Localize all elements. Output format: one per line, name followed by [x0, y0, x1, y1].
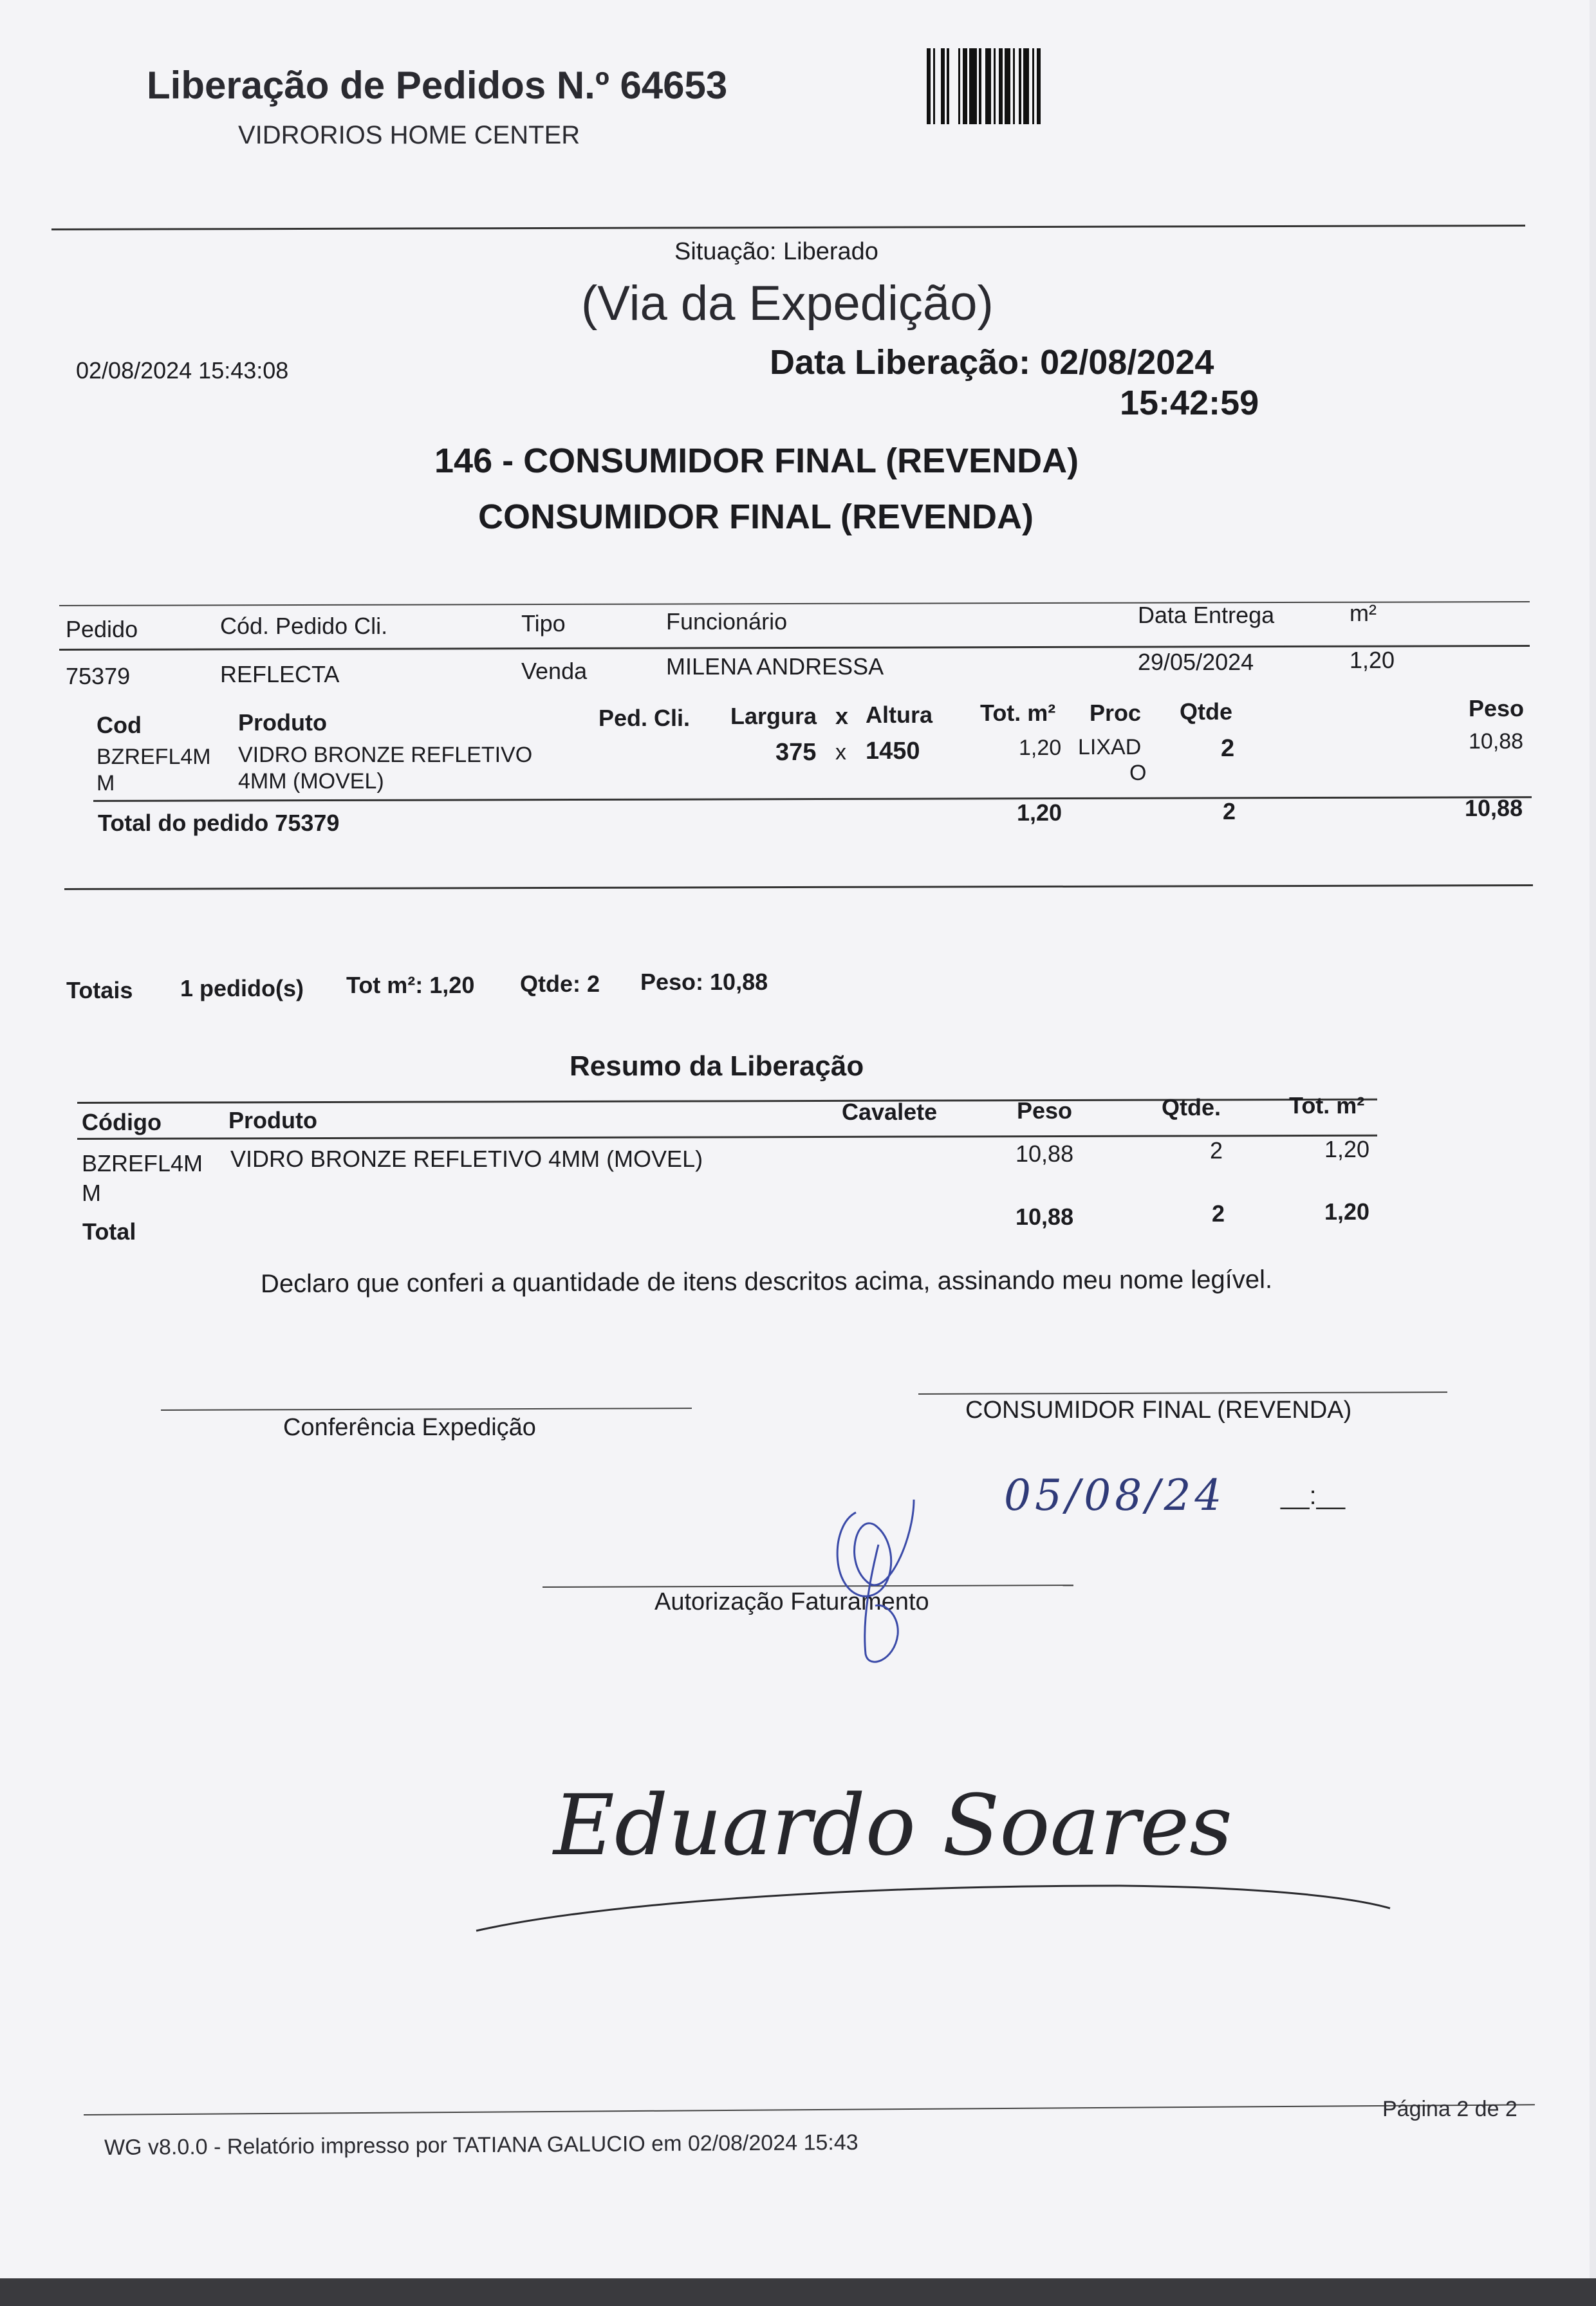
company-name: VIDRORIOS HOME CENTER [238, 121, 580, 149]
totals-m2: Tot m²: 1,20 [346, 972, 475, 998]
item-produto-line-2: 4MM (MOVEL) [238, 769, 384, 794]
order-total-m2: 1,20 [1017, 799, 1062, 826]
resumo-total-peso: 10,88 [1016, 1204, 1074, 1230]
barcode-icon [927, 48, 1185, 124]
col-header-pedido: Pedido [66, 616, 138, 642]
col-header-m2: m² [1350, 600, 1377, 626]
totals-qtde: Qtde: 2 [520, 971, 600, 997]
order-data-entrega: 29/05/2024 [1138, 649, 1254, 675]
resumo-header-codigo: Código [82, 1109, 162, 1135]
consumidor-signature-line [918, 1391, 1447, 1395]
totals-pedidos: 1 pedido(s) [180, 975, 304, 1001]
autorizacao-signature-line [543, 1585, 1073, 1588]
status-situacao: Situação: Liberado [674, 238, 878, 265]
order-pedido: 75379 [66, 663, 131, 689]
barcode-bar [963, 48, 967, 124]
resumo-header-peso: Peso [1017, 1097, 1073, 1124]
barcode-bar [969, 48, 977, 124]
resumo-total-tot-m2: 1,20 [1324, 1198, 1370, 1225]
consumidor-label: CONSUMIDOR FINAL (REVENDA) [965, 1397, 1352, 1424]
order-total-label: Total do pedido 75379 [98, 810, 340, 836]
items-total-rule [93, 796, 1532, 802]
item-header-altura: Altura [866, 702, 933, 728]
order-tipo: Venda [521, 658, 588, 684]
order-total-peso: 10,88 [1465, 795, 1523, 821]
item-cod-line-2: M [97, 771, 115, 795]
resumo-header-cavalete: Cavalete [842, 1099, 938, 1125]
col-header-tipo: Tipo [521, 610, 566, 637]
resumo-total-label: Total [82, 1218, 136, 1245]
item-header-ped-cli: Ped. Cli. [598, 705, 691, 731]
item-x: x [835, 740, 846, 765]
footer-page-number: Página 2 de 2 [1382, 2097, 1517, 2121]
item-tot-m2: 1,20 [1019, 736, 1062, 760]
conferencia-signature-line [161, 1408, 692, 1411]
resumo-title: Resumo da Liberação [570, 1050, 864, 1082]
footer-printed-by: WG v8.0.0 - Relatório impresso por TATIANA GALUCIO em 02/08/2024 15:43 [104, 2130, 858, 2160]
resumo-tot-m2: 1,20 [1324, 1136, 1370, 1162]
item-header-qtde: Qtde [1180, 698, 1233, 725]
item-header-tot-m2: Tot. m² [980, 700, 1056, 726]
item-proc-line-2: O [1129, 761, 1147, 785]
item-altura: 1450 [866, 738, 920, 765]
via-label: (Via da Expedição) [581, 276, 994, 331]
resumo-codigo-line-1: BZREFL4M [82, 1150, 203, 1176]
barcode-bar [1023, 48, 1029, 124]
order-funcionario: MILENA ANDRESSA [666, 653, 884, 680]
resumo-header-qtde: Qtde. [1162, 1094, 1221, 1120]
item-peso: 10,88 [1469, 729, 1524, 754]
barcode-bar [935, 48, 941, 124]
item-proc-line-1: LIXAD [1078, 735, 1142, 759]
client-line-2: CONSUMIDOR FINAL (REVENDA) [478, 497, 1034, 536]
resumo-header-rule [77, 1135, 1377, 1140]
order-cod-pedido-cli: REFLECTA [220, 661, 340, 687]
barcode-bar [1037, 48, 1041, 124]
document-title: Liberação de Pedidos N.º 64653 [147, 64, 728, 107]
handwritten-date: 05/08/24 [1004, 1471, 1226, 1520]
footer-rule [84, 2104, 1535, 2115]
totals-label: Totais [66, 977, 133, 1003]
barcode-bar [1005, 48, 1010, 124]
item-header-cod: Cod [97, 712, 142, 738]
col-header-cod-pedido-cli: Cód. Pedido Cli. [220, 613, 388, 639]
autorizacao-label: Autorização Faturamento [654, 1588, 929, 1615]
time-placeholder: __:__ [1281, 1482, 1346, 1510]
item-cod-line-1: BZREFL4M [97, 745, 211, 769]
conferencia-label: Conferência Expedição [283, 1414, 536, 1441]
scan-edge [0, 2278, 1596, 2306]
declaration-text: Declaro que conferi a quantidade de itens descritos acima, assinando meu nome legível. [260, 1265, 1273, 1298]
resumo-codigo-line-2: M [82, 1180, 101, 1206]
item-produto-line-1: VIDRO BRONZE REFLETIVO [238, 743, 533, 767]
totals-peso: Peso: 10,88 [640, 969, 768, 995]
order-section-end-rule [64, 884, 1533, 890]
col-header-funcionario: Funcionário [666, 608, 788, 635]
client-line-1: 146 - CONSUMIDOR FINAL (REVENDA) [434, 442, 1079, 480]
release-time: 15:42:59 [1120, 384, 1259, 422]
col-header-data-entrega: Data Entrega [1138, 602, 1275, 628]
resumo-header-produto: Produto [228, 1107, 317, 1133]
resumo-total-qtde: 2 [1212, 1200, 1225, 1227]
barcode-bar [985, 48, 991, 124]
release-date: Data Liberação: 02/08/2024 [770, 343, 1214, 382]
order-total-qtde: 2 [1223, 798, 1236, 824]
handwritten-name: Eduardo Soares [553, 1776, 1232, 1874]
item-header-produto: Produto [238, 709, 327, 736]
order-table-header-rule [59, 645, 1530, 651]
resumo-peso: 10,88 [1016, 1140, 1074, 1167]
resumo-produto: VIDRO BRONZE REFLETIVO 4MM (MOVEL) [230, 1146, 703, 1172]
item-header-peso: Peso [1469, 695, 1525, 721]
item-largura: 375 [775, 739, 817, 766]
barcode-bar [949, 48, 958, 124]
resumo-header-tot-m2: Tot. m² [1289, 1092, 1365, 1119]
order-m2: 1,20 [1350, 647, 1395, 673]
item-header-largura: Largura [730, 703, 817, 729]
resumo-qtde: 2 [1210, 1137, 1223, 1164]
authorization-signature [817, 1487, 933, 1667]
item-header-x: x [835, 703, 849, 729]
header-divider [51, 225, 1525, 230]
handwritten-name-signature [476, 1776, 1390, 1944]
printed-timestamp: 02/08/2024 15:43:08 [76, 357, 289, 384]
order-table-top-rule [59, 601, 1530, 606]
item-qtde: 2 [1221, 735, 1235, 762]
item-header-proc: Proc [1090, 700, 1142, 726]
